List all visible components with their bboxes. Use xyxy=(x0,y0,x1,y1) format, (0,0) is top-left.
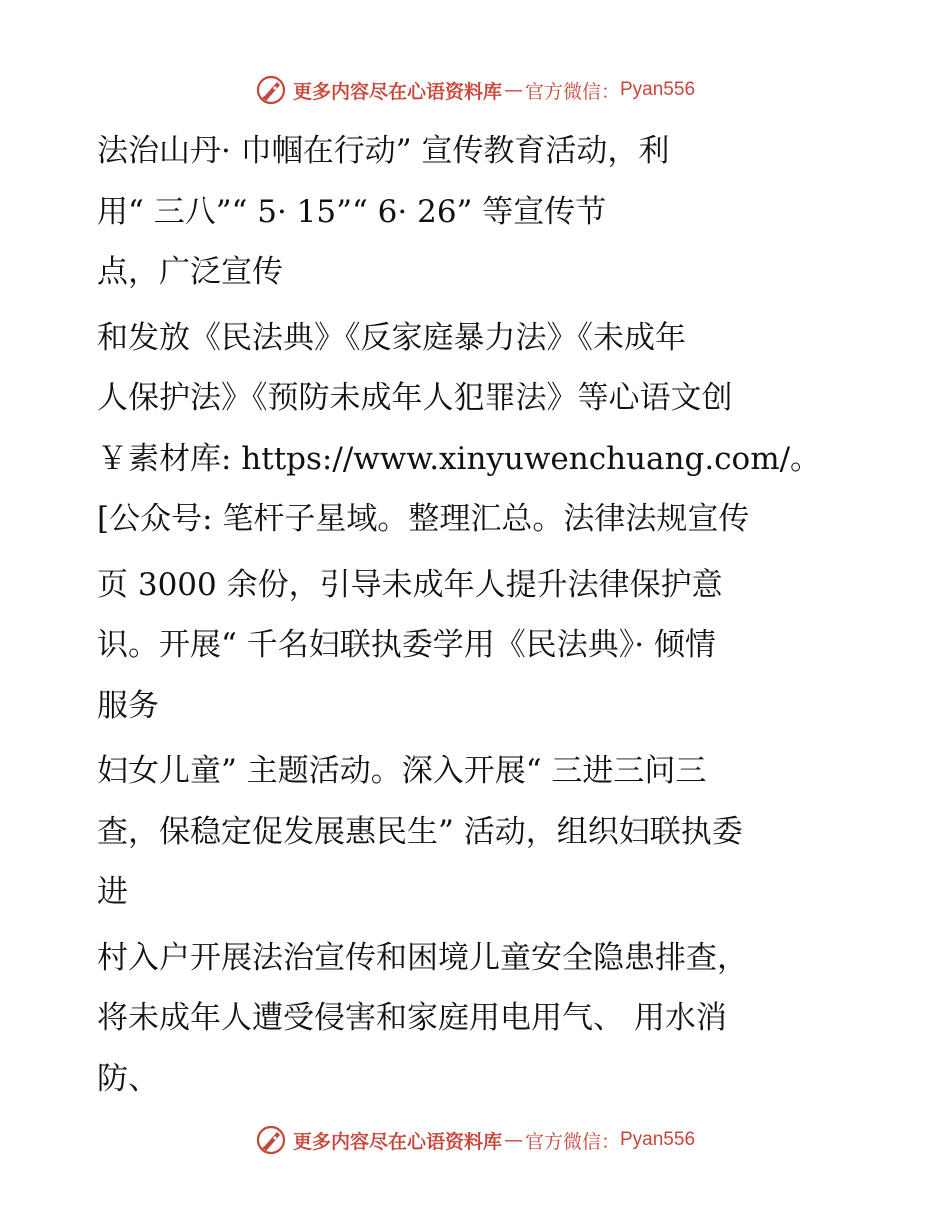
text-line: 妇女儿童” 主题活动。深入开展“ 三进三问三 xyxy=(97,753,707,789)
text-line: 查，保稳定促发展惠民生” 活动，组织妇联执委 xyxy=(97,813,743,850)
text-line: 防、 xyxy=(97,1060,159,1097)
header-dash: — xyxy=(503,79,523,101)
text-line: 进 xyxy=(97,874,128,910)
footer-watermark xyxy=(0,1120,950,1160)
paragraph-2 xyxy=(97,308,857,550)
quill-logo-icon xyxy=(255,1124,287,1156)
text-line: 服务 xyxy=(97,687,159,724)
paragraph-4 xyxy=(97,741,857,923)
footer-wechat-label: 官方微信： xyxy=(524,1130,620,1153)
footer-brand-text: 更多内容尽在心语资料库 xyxy=(292,1130,502,1153)
text-line: 点，广泛宣传 xyxy=(97,254,283,290)
text-line: 页 3000 余份，引导未成年人提升法律保护意 xyxy=(97,566,723,603)
text-line: 村入户开展法治宣传和困境儿童安全隐患排查， xyxy=(97,939,748,976)
header-wechat-id: Pyan556 xyxy=(620,79,696,100)
quill-logo-icon xyxy=(255,74,287,106)
text-line: 法治山丹· 巾帼在行动” 宣传教育活动，利 xyxy=(97,133,670,169)
text-line: 人保护法》《预防未成年人犯罪法》等心语文创 xyxy=(97,380,733,416)
text-line: 和发放《民法典》《反家庭暴力法》《未成年 xyxy=(97,319,686,356)
paragraph-5 xyxy=(97,928,857,1110)
paragraph-3 xyxy=(97,555,857,737)
text-line: 识。开展“ 千名妇联执委学用《民法典》· 倾情 xyxy=(97,627,716,663)
text-line: ￥素材库: https://www.xinyuwenchuang.com/。 xyxy=(97,440,822,477)
document-body xyxy=(97,121,857,1114)
header-wechat-label: 官方微信： xyxy=(524,80,620,103)
text-line: 用“ 三八”“ 5· 15”“ 6· 26” 等宣传节 xyxy=(97,193,607,230)
paragraph-1 xyxy=(97,121,857,303)
footer-dash: — xyxy=(503,1129,523,1151)
text-line: [公众号: 笔杆子星域。整理汇总。法律法规宣传 xyxy=(97,501,750,537)
text-line: 将未成年人遭受侵害和家庭用电用气、 用水消 xyxy=(97,1000,727,1036)
footer-wechat-id: Pyan556 xyxy=(620,1129,696,1150)
header-brand-text: 更多内容尽在心语资料库 xyxy=(292,80,502,103)
header-watermark xyxy=(0,70,950,110)
